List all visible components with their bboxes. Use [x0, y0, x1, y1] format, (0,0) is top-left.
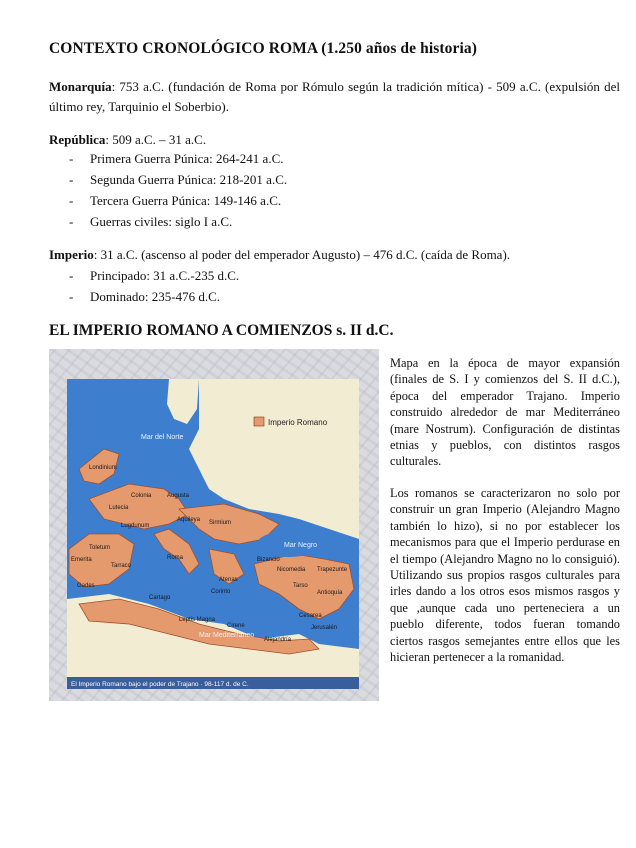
- city-label: Sirmium: [209, 520, 231, 526]
- republica-text: : 509 a.C. – 31 a.C.: [105, 132, 207, 147]
- city-label: Colonia: [131, 493, 152, 499]
- city-label: Nicomedia: [277, 567, 306, 573]
- map-caption: El Imperio Romano bajo el poder de Trajano · 98-117 d. de C.: [71, 681, 249, 688]
- republica-list: [49, 148, 287, 232]
- list-item: - Dominado: 235-476 d.C.: [69, 289, 220, 304]
- list-item: - Segunda Guerra Púnica: 218-201 a.C.: [69, 172, 288, 187]
- romanization-paragraph: Los romanos se caracterizaron no solo por construir un gran Imperio (Alejandro Magno también lo hizo), si no por establecer los mecanismos para que el Imperio perdurase en el tiempo (Alejandro Magno no lo consiguió). Utilizando sus propios rasgos culturales para irles dando a los otros esos mismos rasgos y que ,aunque cada uno perteneciera a un pueblo diferente, todos fueran tomando ciertos rasgos semejantes entre ellos que les hicieran pertenecer a la romanidad.: [390, 486, 620, 665]
- sea-label: Mar Negro: [284, 542, 318, 549]
- sea-label: Mar Mediterráneo: [199, 632, 255, 639]
- city-label: Emerita: [71, 557, 92, 563]
- imperio-list: [49, 265, 239, 307]
- map-svg: [49, 349, 379, 701]
- city-label: Londinium: [89, 465, 117, 471]
- city-label: Cartago: [149, 595, 171, 601]
- list-item: - Principado: 31 a.C.-235 d.C.: [69, 268, 240, 283]
- city-label: Lugdunum: [121, 523, 150, 529]
- monarquia-label: Monarquía: [49, 79, 112, 94]
- city-label: Trapezunte: [317, 567, 348, 573]
- imperio-label: Imperio: [49, 247, 94, 262]
- sea-label: Mar del Norte: [141, 434, 184, 441]
- city-label: Roma: [167, 555, 184, 561]
- map-description-paragraph: Mapa en la época de mayor expansión (finales de S. I y comienzos del S. II d.C.), época del emperador Trajano. Imperio construido alrededor de mar Mediterráneo (mare Nostrum). Configuración de distintas etnias y pueblos, con distintos rasgos culturales.: [390, 356, 620, 469]
- section-title: EL IMPERIO ROMANO A COMIENZOS s. II d.C.: [49, 322, 394, 339]
- list-item: - Guerras civiles: siglo I a.C.: [69, 214, 233, 229]
- monarquia-paragraph: [49, 77, 620, 117]
- monarquia-text: : 753 a.C. (fundación de Roma por Rómulo según la tradición mítica) - 509 a.C. (expulsión del último rey, Tarquinio el Soberbio).: [49, 79, 620, 114]
- republica-paragraph: [49, 130, 620, 150]
- city-label: Cesarea: [299, 613, 322, 619]
- imperio-text: : 31 a.C. (ascenso al poder del emperador Augusto) – 476 d.C. (caída de Roma).: [93, 247, 511, 262]
- city-label: Jerusalén: [311, 625, 338, 631]
- city-label: Tarraco: [111, 563, 132, 569]
- imperio-paragraph: [49, 245, 620, 265]
- city-label: Tarso: [293, 583, 308, 589]
- city-label: Leptis Magna: [179, 617, 216, 623]
- city-label: Gades: [77, 583, 95, 589]
- list-item: - Primera Guerra Púnica: 264-241 a.C.: [69, 151, 284, 166]
- list-item: - Tercera Guerra Púnica: 149-146 a.C.: [69, 193, 282, 208]
- city-label: Lutecia: [109, 505, 129, 511]
- city-label: Toletum: [89, 545, 111, 551]
- city-label: Aquileya: [177, 517, 201, 523]
- republica-label: República: [49, 132, 106, 147]
- roman-empire-map: [49, 349, 379, 701]
- legend-swatch: [254, 417, 264, 426]
- city-label: Augusta: [167, 493, 190, 499]
- legend-label: Imperio Romano: [268, 418, 328, 427]
- city-label: Antioquía: [317, 590, 343, 596]
- city-label: Bizancio: [257, 557, 280, 563]
- page-title: CONTEXTO CRONOLÓGICO ROMA (1.250 años de historia): [49, 40, 477, 57]
- city-label: Cirene: [227, 623, 245, 629]
- city-label: Corinto: [211, 589, 231, 595]
- city-label: Alejandría: [264, 637, 292, 643]
- city-label: Atenas: [219, 577, 238, 583]
